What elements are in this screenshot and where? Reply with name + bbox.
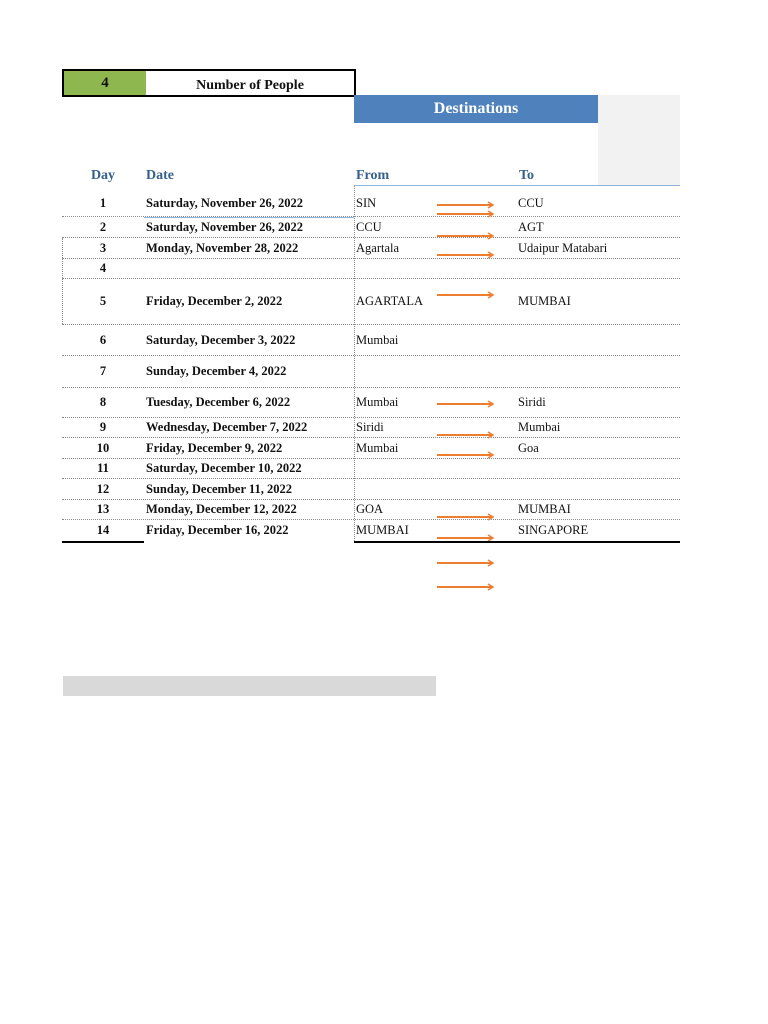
people-count-box (62, 69, 356, 97)
date-cell[interactable]: Sunday, December 4, 2022 (146, 364, 287, 378)
table-bottom-rule (354, 541, 680, 543)
table-row (62, 325, 680, 356)
from-cell[interactable]: CCU (356, 220, 382, 234)
footer-bar (63, 676, 436, 696)
date-cell[interactable]: Wednesday, December 7, 2022 (146, 420, 308, 434)
right-arrow-icon (437, 232, 495, 240)
date-cell[interactable]: Friday, December 16, 2022 (146, 523, 289, 537)
date-cell[interactable]: Saturday, December 3, 2022 (146, 333, 296, 347)
from-cell[interactable]: GOA (356, 502, 384, 516)
date-cell[interactable]: Saturday, November 26, 2022 (146, 220, 304, 234)
date-cell[interactable]: Monday, December 12, 2022 (146, 502, 297, 516)
column-header-day: Day (90, 168, 116, 183)
to-cell[interactable]: Goa (518, 441, 539, 455)
right-arrow-icon (437, 201, 495, 209)
table-row (62, 279, 680, 325)
date-cell[interactable]: Monday, November 28, 2022 (146, 241, 299, 255)
from-cell[interactable]: MUMBAI (356, 523, 409, 537)
to-cell[interactable]: Siridi (518, 395, 546, 409)
day-cell[interactable]: 14 (96, 523, 110, 537)
column-header-from: From (356, 168, 390, 183)
day-cell[interactable]: 11 (97, 461, 109, 475)
to-cell[interactable]: CCU (518, 196, 544, 210)
date-cell[interactable]: Friday, December 9, 2022 (146, 441, 283, 455)
to-cell[interactable]: MUMBAI (518, 502, 571, 516)
table-row (62, 500, 680, 520)
from-cell[interactable]: Siridi (356, 420, 384, 434)
to-cell[interactable]: AGT (518, 220, 544, 234)
right-arrow-icon (437, 431, 495, 439)
table-row (62, 520, 680, 541)
right-arrow-icon (437, 451, 495, 459)
day-cell[interactable]: 8 (99, 395, 107, 409)
table-row (62, 479, 680, 500)
side-shade (598, 95, 680, 185)
from-guide-line (354, 186, 355, 541)
day-cell[interactable]: 6 (99, 333, 107, 347)
day-cell[interactable]: 3 (99, 241, 107, 255)
right-arrow-icon (437, 291, 495, 299)
to-cell[interactable]: MUMBAI (518, 294, 571, 308)
table-row (62, 418, 680, 438)
day-cell[interactable]: 9 (99, 420, 107, 434)
day-cell[interactable]: 7 (99, 364, 107, 378)
header-rule (354, 185, 680, 186)
right-arrow-icon (437, 210, 495, 218)
date-cell[interactable]: Friday, December 2, 2022 (146, 294, 283, 308)
table-bottom-rule (62, 541, 144, 543)
right-arrow-icon (437, 513, 495, 521)
column-header-date: Date (146, 168, 174, 183)
date-cell[interactable]: Saturday, December 10, 2022 (146, 461, 302, 475)
day-cell[interactable]: 12 (96, 482, 110, 496)
right-arrow-icon (437, 559, 495, 567)
to-cell[interactable]: Udaipur Matabari (518, 241, 608, 255)
day-cell[interactable]: 10 (96, 441, 110, 455)
date-cell[interactable]: Tuesday, December 6, 2022 (146, 395, 291, 409)
day-cell[interactable]: 4 (99, 261, 107, 275)
table-row (62, 238, 680, 259)
left-guide-line (62, 238, 63, 324)
day-cell[interactable]: 2 (99, 220, 107, 234)
table-row (62, 438, 680, 459)
from-cell[interactable]: Mumbai (356, 441, 399, 455)
from-cell[interactable]: SIN (356, 196, 377, 210)
table-row (62, 356, 680, 388)
from-cell[interactable]: Agartala (356, 241, 400, 255)
table-row (62, 190, 680, 217)
from-cell[interactable]: Mumbai (356, 333, 399, 347)
table-row (62, 259, 680, 279)
date-cell[interactable]: Sunday, December 11, 2022 (146, 482, 292, 496)
table-row (62, 388, 680, 418)
right-arrow-icon (437, 251, 495, 259)
day-cell[interactable]: 13 (96, 502, 110, 516)
to-cell[interactable]: Mumbai (518, 420, 561, 434)
table-row (62, 217, 680, 238)
people-count-cell[interactable]: 4 (64, 71, 146, 95)
people-count-label: Number of People (196, 78, 304, 93)
table-row (62, 459, 680, 479)
destinations-title: Destinations (354, 95, 598, 123)
from-cell[interactable]: Mumbai (356, 395, 399, 409)
right-arrow-icon (437, 400, 495, 408)
day-cell[interactable]: 1 (99, 196, 107, 210)
right-arrow-icon (437, 583, 495, 591)
column-header-to: To (519, 168, 535, 183)
to-cell[interactable]: SINGAPORE (518, 523, 589, 537)
date-cell[interactable]: Saturday, November 26, 2022 (146, 196, 304, 210)
from-cell[interactable]: AGARTALA (356, 294, 423, 308)
day-cell[interactable]: 5 (99, 294, 107, 308)
